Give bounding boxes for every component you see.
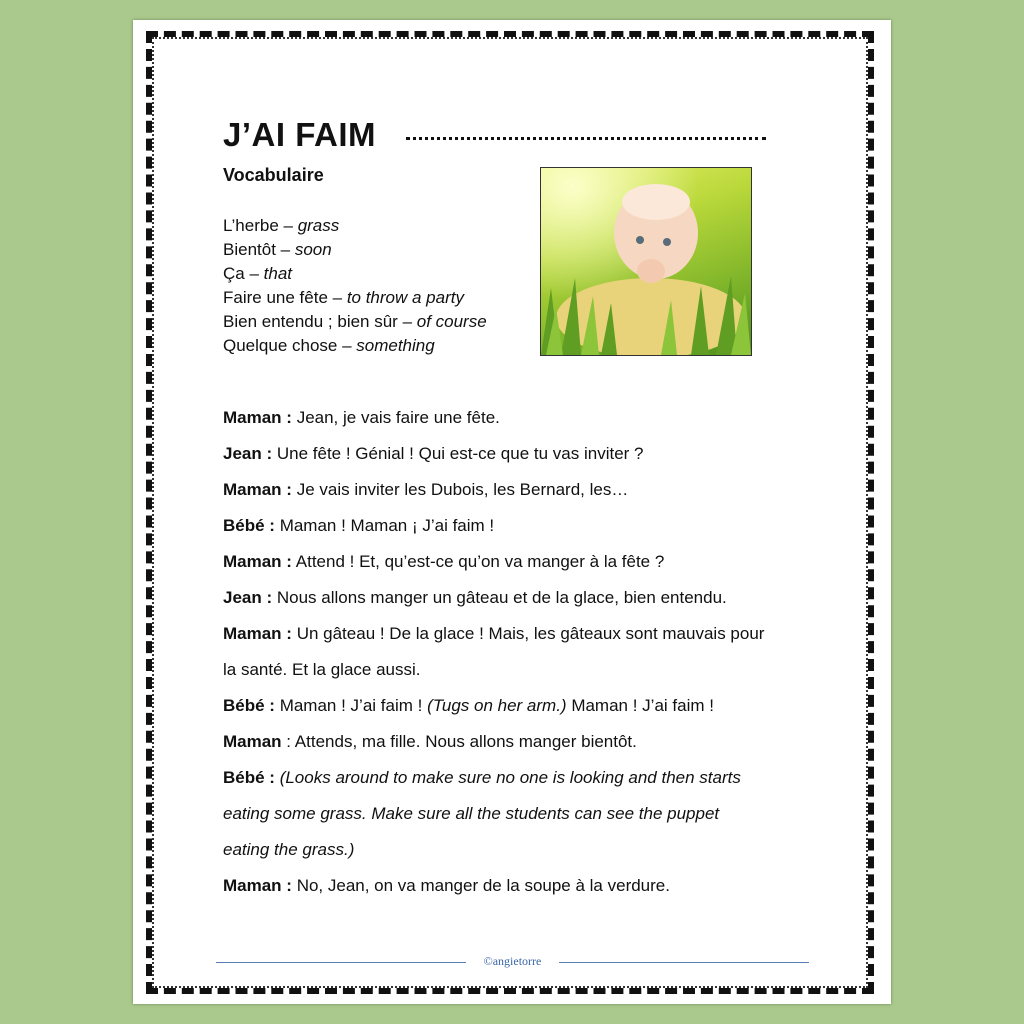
vocab-english: of course [416,312,487,331]
speaker-name: Bébé : [223,516,275,535]
speaker-name: Maman [223,732,282,751]
vocab-english: grass [297,216,340,235]
vocab-french: Quelque chose – [223,336,357,355]
dialogue-text: Maman ! Maman ¡ J’ai faim ! [274,516,495,535]
speaker-name: Jean : [223,444,273,463]
dialogue-text: Je vais inviter les Dubois, les Bernard, les… [291,480,629,499]
stage-direction: (Looks around to make sure no one is looking and then starts [274,768,741,787]
speaker-name: Maman : [223,480,292,499]
stage-direction-continued: eating the grass.) [223,840,355,859]
stage-direction-continued: eating some grass. Make sure all the students can see the puppet [223,804,720,823]
speaker-name: Bébé : [223,696,275,715]
dialogue-line [223,472,823,508]
vocab-item [223,334,487,358]
vocab-item [223,286,487,310]
dialogue [223,400,823,904]
dialogue-line [223,436,823,472]
dialogue-line [223,544,823,580]
vocab-english: soon [294,240,332,259]
dialogue-line [223,616,823,652]
baby-photo-illustration [541,168,751,355]
dialogue-text: : Attends, ma fille. Nous allons manger bientôt. [281,732,637,751]
dialogue-text: Attend ! Et, qu’est-ce qu’on va manger à la fête ? [291,552,665,571]
dialogue-line [223,868,823,904]
dialogue-line [223,760,823,796]
speaker-name: Maman : [223,552,292,571]
vocab-item [223,310,487,334]
title-dotted-line [406,137,766,140]
vocab-french: Bien entendu ; bien sûr – [223,312,417,331]
dialogue-line [223,508,823,544]
speaker-name: Maman : [223,408,292,427]
vocab-english: something [356,336,435,355]
vocab-french: Faire une fête – [223,288,347,307]
vocab-item [223,214,487,238]
worksheet-page [133,20,891,1004]
dialogue-text: Maman ! J’ai faim ! [566,696,714,715]
speaker-name: Bébé : [223,768,275,787]
vocab-heading: Vocabulaire [223,165,324,185]
baby-in-grass-photo [540,167,752,356]
dialogue-text: No, Jean, on va manger de la soupe à la verdure. [291,876,670,895]
vocab-item [223,238,487,262]
footer-credit [216,954,809,969]
dialogue-text: Nous allons manger un gâteau et de la glace, bien entendu. [272,588,727,607]
dialogue-line-continued [223,652,823,688]
dialogue-line [223,724,823,760]
vocab-item [223,262,487,286]
dialogue-line [223,688,823,724]
speaker-name: Maman : [223,876,292,895]
vocab-french: Bientôt – [223,240,295,259]
stage-direction: (Tugs on her arm.) [427,696,567,715]
dialogue-text: Une fête ! Génial ! Qui est-ce que tu vas inviter ? [272,444,644,463]
credit-text: ©angietorre [480,954,546,968]
dialogue-text: Jean, je vais faire une fête. [291,408,500,427]
vocab-english: to throw a party [346,288,464,307]
dialogue-line [223,400,823,436]
speaker-name: Jean : [223,588,273,607]
footer [216,952,809,972]
page-title: J’AI FAIM [223,116,377,153]
dialogue-text: la santé. Et la glace aussi. [223,660,421,679]
dialogue-text: Un gâteau ! De la glace ! Mais, les gâteaux sont mauvais pour [291,624,765,643]
speaker-name: Maman : [223,624,292,643]
vocab-french: Ça – [223,264,264,283]
vocab-french: L’herbe – [223,216,298,235]
vocab-english: that [263,264,292,283]
dialogue-text: Maman ! J’ai faim ! [274,696,428,715]
dialogue-line [223,580,823,616]
vocab-list [223,214,487,358]
